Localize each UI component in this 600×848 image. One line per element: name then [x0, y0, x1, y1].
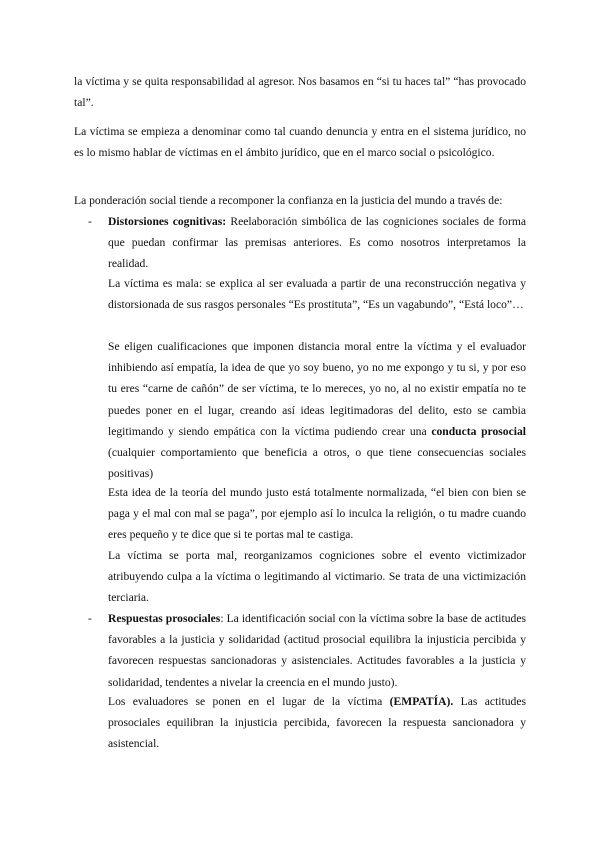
list-item-cognitive-distortions	[108, 211, 526, 275]
term-cognitive-distortions: Distorsiones cognitivas:	[108, 215, 227, 228]
term-prosocial-responses: Respuestas prosociales	[108, 612, 221, 625]
prosocial-conduct-definition: (cualquier comportamiento que beneficia a otros, o que tiene consecuencias sociales positivas)	[108, 446, 526, 481]
sub-paragraph-empathy	[108, 691, 526, 755]
empathy-text-after: Las actitudes prosociales equilibran la injusticia percibida, favorecen la respuesta sancionadora y asistencial.	[108, 695, 526, 751]
paragraph-victim-definition: La víctima se empieza a denominar como tal cuando denuncia y entra en el sistema jurídico, no es lo mismo hablar de víctimas en el ámbito jurídico, que en el marco social o psicológico.	[74, 125, 526, 160]
moral-distance-text: Se eligen cualificaciones que imponen distancia moral entre la víctima y el evaluador inhibiendo así empatía, la idea de que yo soy bueno, yo no me expongo y tu si, y por eso tu eres “carne de cañón” de ser víctima, te lo mereces, yo no, al no existir empatía no te puedes poner en el lugar, creando así ideas legitimadoras del delito, esto se cambia legitimando y siendo empática con la víctima pudiendo crear una	[108, 340, 526, 438]
sub-paragraph-tertiary-victimization: La víctima se porta mal, reorganizamos cogniciones sobre el evento victimizador atribuyendo culpa a la víctima o legitimando al victimario. Se trata de una victimización terciaria.	[108, 549, 526, 605]
sub-paragraph-bad-victim: La víctima es mala: se explica al ser evaluada a partir de una reconstrucción negativa y distorsionada de sus rasgos personales “Es prostituta”, “Es un vagabundo”, “Está loco”…	[108, 277, 526, 312]
paragraph-social-weighting: La ponderación social tiende a recomponer la confianza en la justicia del mundo a través de:	[74, 194, 503, 207]
paragraph-victim-blame: la víctima y se quita responsabilidad al agresor. Nos basamos en “si tu haces tal” “has provocado tal”.	[74, 75, 526, 110]
sub-paragraph-moral-distance	[108, 336, 526, 484]
sub-paragraph-just-world: Esta idea de la teoría del mundo justo está totalmente normalizada, “el bien con bien se paga y el mal con mal se paga”, por ejemplo así lo inculca la religión, o tu madre cuando eres pequeño y te dice que si te portas mal te castiga.	[108, 486, 526, 542]
cognitive-distortions-text: Reelaboración simbólica de las cogniciones sociales de forma que puedan confirmar las premisas anteriores. Es como nosotros interpretamos la realidad.	[108, 215, 526, 271]
list-bullet: -	[88, 612, 92, 625]
term-empathy: (EMPATÍA).	[389, 695, 454, 708]
empathy-text-before: Los evaluadores se ponen en el lugar de la víctima	[108, 695, 390, 708]
prosocial-responses-text: : La identificación social con la víctima sobre la base de actitudes favorables a la justicia y solidaridad (actitud prosocial equilibra la injusticia percibida y favorecen respuestas sancionadoras y asistenciales. Actitudes favorables a la justicia y solidaridad, tendentes a nivelar la creencia en el mundo justo).	[108, 612, 527, 689]
list-item-prosocial-responses	[108, 608, 526, 693]
term-prosocial-conduct: conducta prosocial	[431, 424, 526, 438]
list-bullet: -	[88, 215, 92, 228]
